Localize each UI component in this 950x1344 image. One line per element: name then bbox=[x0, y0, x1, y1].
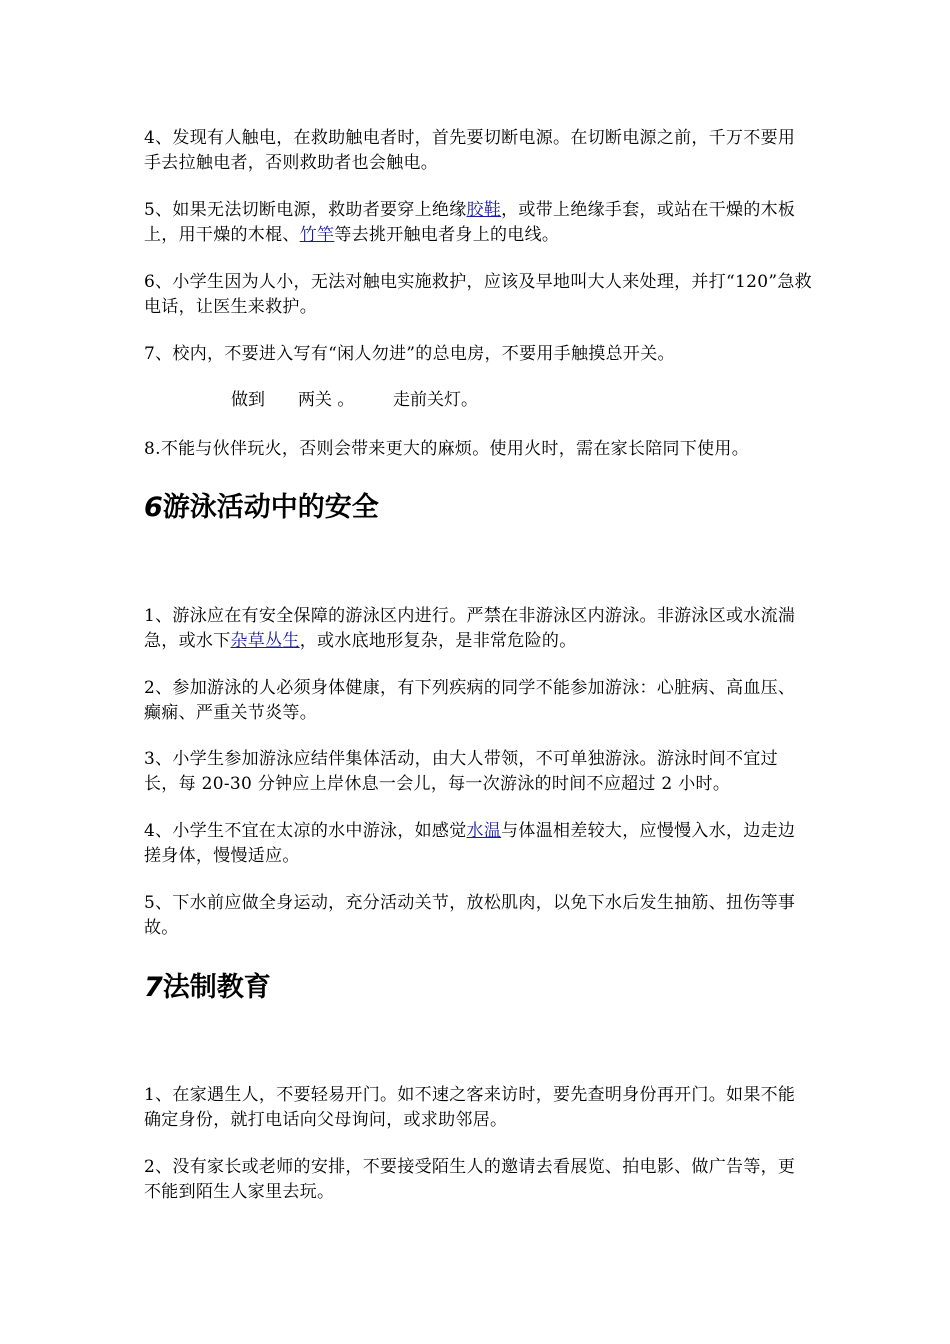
electric-item-5 bbox=[144, 198, 812, 248]
electric-item-4: 4、发现有人触电，在救助触电者时，首先要切断电源。在切断电源之前，千万不要用手去拉触电者，否则救助者也会触电。 bbox=[144, 128, 796, 173]
electric-item-6: 6、小学生因为人小，无法对触电实施救护，应该及早地叫大人来处理，并打“120”急救电话，让医生来救护。 bbox=[144, 272, 812, 317]
motto-part-1: 做到 bbox=[231, 390, 265, 410]
swim-item-5: 5、下水前应做全身运动，充分活动关节，放松肌肉，以免下水后发生抽筋、扭伤等事故。 bbox=[144, 893, 796, 938]
electric-item-5-text-c: 等去挑开触电者身上的电线。 bbox=[334, 225, 560, 245]
link-bamboo-pole[interactable]: 竹竿 bbox=[299, 225, 335, 245]
section-7-heading bbox=[144, 970, 271, 1006]
section-6-title: 游泳活动中的安全 bbox=[162, 492, 379, 523]
link-water-temperature[interactable]: 水温 bbox=[466, 821, 502, 841]
link-rubber-shoes[interactable]: 胶鞋 bbox=[466, 200, 502, 220]
electric-item-7: 7、校内，不要进入写有“闲人勿进”的总电房，不要用手触摸总开关。 bbox=[144, 344, 675, 364]
law-item-2: 2、没有家长或老师的安排，不要接受陌生人的邀请去看展览、拍电影、做广告等，更不能到陌生人家里去玩。 bbox=[144, 1157, 796, 1202]
motto-part-2: 两关 。 bbox=[298, 390, 355, 410]
link-weeds[interactable]: 杂草丛生 bbox=[230, 631, 300, 651]
swim-item-4-text-a: 4、小学生不宜在太凉的水中游泳，如感觉 bbox=[144, 821, 467, 841]
section-7-number: 7 bbox=[144, 972, 163, 1003]
swim-item-1-text-b: ，或水底地形复杂，是非常危险的。 bbox=[299, 631, 577, 651]
motto-part-3: 走前关灯。 bbox=[393, 390, 478, 410]
swim-item-3: 3、小学生参加游泳应结伴集体活动，由大人带领，不可单独游泳。游泳时间不宜过长，每 20-30 分钟应上岸休息一会儿，每一次游泳的时间不应超过 2 小时。 bbox=[144, 749, 778, 794]
swim-item-1 bbox=[144, 604, 812, 654]
law-item-1: 1、在家遇生人，不要轻易开门。如不速之客来访时，要先查明身份再开门。如果不能确定身份，就打电话向父母询问，或求助邻居。 bbox=[144, 1085, 796, 1130]
electric-item-8: 8.不能与伙伴玩火，否则会带来更大的麻烦。使用火时，需在家长陪同下使用。 bbox=[144, 439, 750, 459]
electric-item-5-text-b: ，或带上绝缘手套，或站在干燥的木板上，用干燥的木棍、 bbox=[144, 200, 796, 245]
swim-item-4 bbox=[144, 819, 812, 869]
electric-item-5-text-a: 5、如果无法切断电源，救助者要穿上绝缘 bbox=[144, 200, 467, 220]
section-6-number: 6 bbox=[144, 492, 163, 523]
swim-item-2: 2、参加游泳的人必须身体健康，有下列疾病的同学不能参加游泳：心脏病、高血压、癫痫、严重关节炎等。 bbox=[144, 678, 796, 723]
section-6-heading bbox=[144, 490, 379, 526]
swim-item-1-text-a: 1、游泳应在有安全保障的游泳区内进行。严禁在非游泳区内游泳。非游泳区或水流湍急，或水下 bbox=[144, 606, 796, 651]
swim-item-4-text-b: 与体温相差较大，应慢慢入水，边走边搓身体，慢慢适应。 bbox=[144, 821, 796, 866]
section-7-title: 法制教育 bbox=[162, 972, 271, 1003]
